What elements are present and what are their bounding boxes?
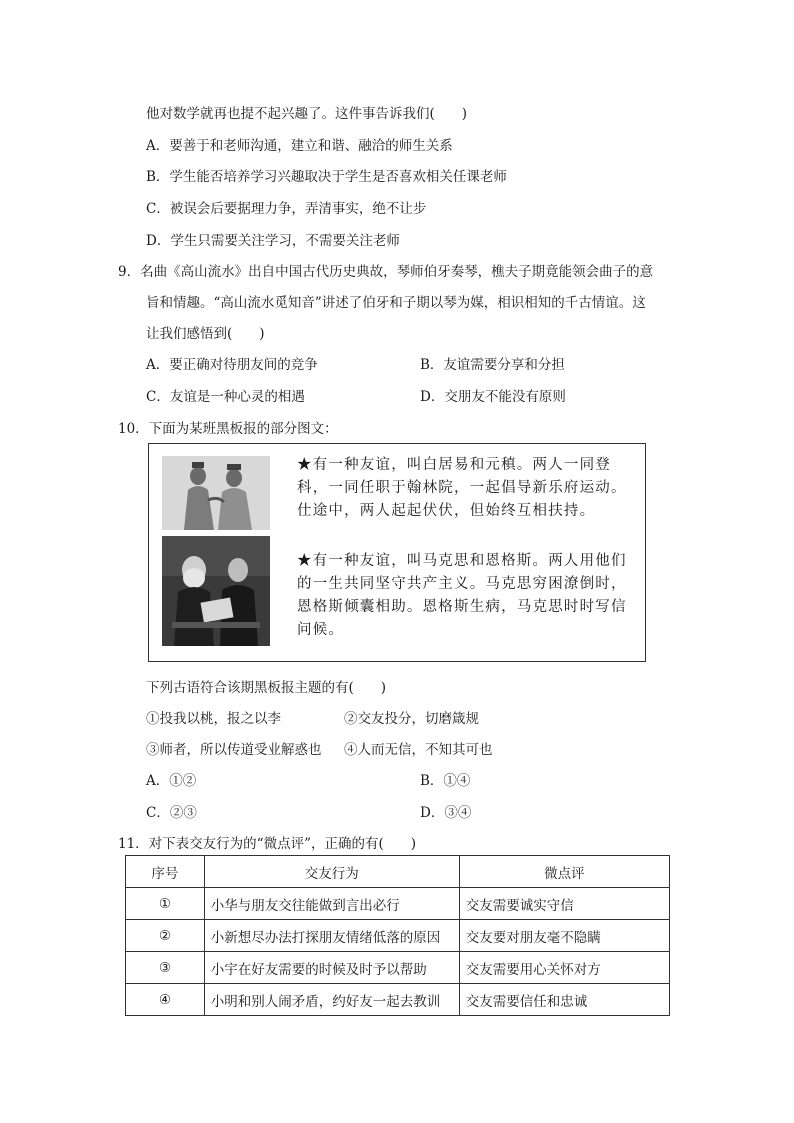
- blackboard-box: [148, 443, 646, 662]
- row-comment: 交友需要信任和忠诚: [459, 984, 669, 1016]
- q10-item-2: ②交友投分，切磨箴规: [344, 711, 479, 727]
- table-row: [126, 984, 670, 1016]
- q10-option-a: A．①②: [146, 773, 197, 789]
- friendship-behavior-table: [125, 855, 670, 1016]
- row-behavior: 小新想尽办法打探朋友情绪低落的原因: [204, 920, 459, 952]
- row-comment: 交友需要用心关怀对方: [459, 952, 669, 984]
- blackboard-paragraph-1: ★有一种友谊，叫白居易和元稹。两人一同登科，一同任职于翰林院，一起倡导新乐府运动。仕途中，两人起起伏伏，但始终互相扶持。: [297, 457, 627, 519]
- table-row: [126, 920, 670, 952]
- header-index: 序号: [126, 856, 205, 888]
- q8-option-a: A．要善于和老师沟通，建立和谐、融洽的师生关系: [146, 138, 453, 154]
- q9-option-c: C．友谊是一种心灵的相遇: [146, 389, 305, 405]
- q8-continuation: 他对数学就再也提不起兴趣了。这件事告诉我们( ): [146, 106, 468, 122]
- row-index: ③: [126, 952, 205, 984]
- row-behavior: 小华与朋友交往能做到言出必行: [204, 888, 459, 920]
- header-comment: 微点评: [459, 856, 669, 888]
- blackboard-paragraph-2: ★有一种友谊，叫马克思和恩格斯。两人用他们的一生共同坚守共产主义。马克思穷困潦倒时，恩格斯倾囊相助。恩格斯生病，马克思时时写信问候。: [297, 553, 627, 638]
- q10-item-4: ④人而无信，不知其可也: [344, 742, 493, 758]
- q8-option-c: C．被误会后要据理力争，弄清事实，绝不让步: [146, 201, 427, 217]
- q10-item-3: ③师者，所以传道受业解惑也: [146, 742, 322, 758]
- q10-question: 下列古语符合该期黑板报主题的有( ): [146, 680, 387, 696]
- q9-stem-line1: 9．名曲《高山流水》出自中国古代历史典故，琴师伯牙奏琴，樵夫子期竟能领会曲子的意: [118, 264, 654, 280]
- row-index: ②: [126, 920, 205, 952]
- q8-option-b: B．学生能否培养学习兴趣取决于学生是否喜欢相关任课老师: [146, 169, 507, 185]
- q11-stem: 11．对下表交友行为的“微点评”，正确的有( ): [118, 836, 417, 852]
- row-comment: 交友要对朋友毫不隐瞒: [459, 920, 669, 952]
- row-index: ④: [126, 984, 205, 1016]
- row-index: ①: [126, 888, 205, 920]
- bai-juyi-yuan-zhen-portrait: [162, 456, 270, 530]
- row-behavior: 小宇在好友需要的时候及时予以帮助: [204, 952, 459, 984]
- marx-engels-portrait: [162, 536, 270, 646]
- table-row: [126, 952, 670, 984]
- table-row: [126, 888, 670, 920]
- row-behavior: 小明和别人闹矛盾，约好友一起去教训: [204, 984, 459, 1016]
- q9-option-d: D．交朋友不能没有原则: [420, 389, 566, 405]
- q10-option-b: B．①④: [420, 773, 471, 789]
- q10-option-c: C．②③: [146, 805, 197, 821]
- q8-option-d: D．学生只需要关注学习，不需要关注老师: [146, 233, 400, 249]
- row-comment: 交友需要诚实守信: [459, 888, 669, 920]
- q10-item-1: ①投我以桃，报之以李: [146, 711, 281, 727]
- q9-option-a: A．要正确对待朋友间的竞争: [146, 357, 318, 373]
- q9-option-b: B．友谊需要分享和分担: [420, 357, 565, 373]
- table-header-row: [126, 856, 670, 888]
- q9-stem-line2: 旨和情趣。“高山流水觅知音”讲述了伯牙和子期以琴为媒，相识相知的千古情谊。这: [146, 295, 646, 311]
- q10-option-d: D．③④: [420, 805, 472, 821]
- q10-stem: 10．下面为某班黑板报的部分图文：: [118, 421, 338, 437]
- header-behavior: 交友行为: [204, 856, 459, 888]
- q9-stem-line3: 让我们感悟到( ): [146, 326, 265, 342]
